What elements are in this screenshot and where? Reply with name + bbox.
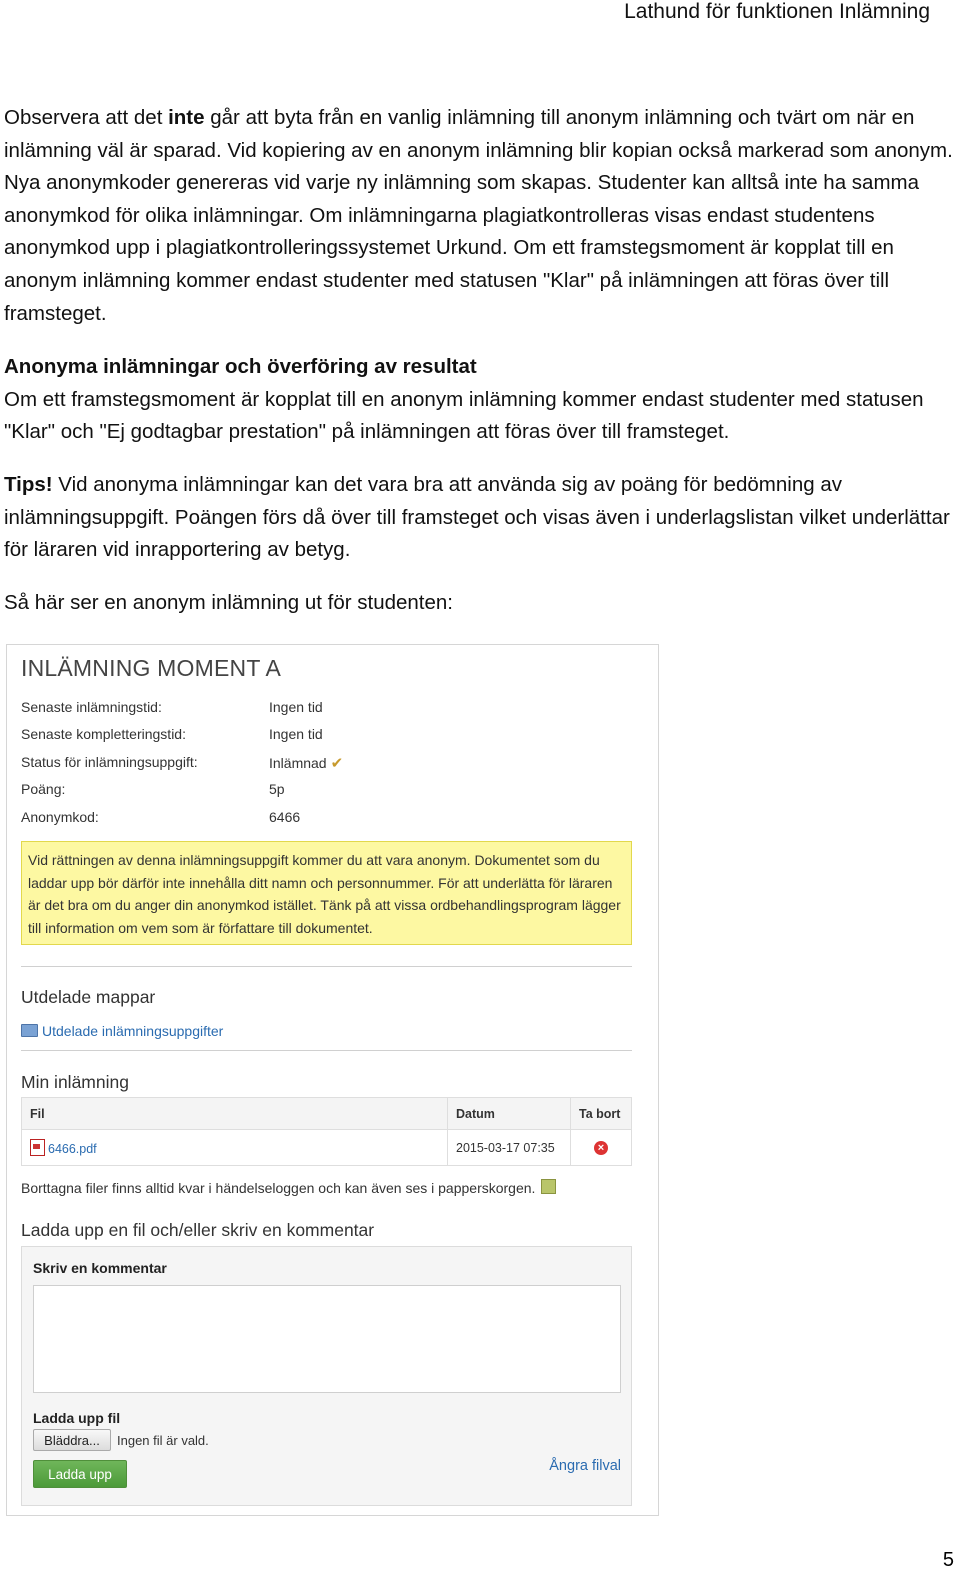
info-value: 6466	[269, 808, 301, 825]
comment-textarea[interactable]	[33, 1285, 621, 1393]
info-value: 5p	[269, 781, 285, 798]
page-header: Lathund för funktionen Inlämning	[624, 0, 930, 23]
tips-label: Tips!	[4, 473, 53, 496]
upload-submit-button[interactable]: Ladda upp	[33, 1460, 127, 1488]
text: Vid anonyma inlämningar kan det vara bra att använda sig av poäng för bedömning av inlämningsuppgift. Poängen förs då över till framsteget och visas även i underlagslistan vilket underlättar för läraren vid inrapportering av betyg.	[4, 473, 950, 562]
trash-note	[21, 1179, 556, 1196]
anonymity-notice: Vid rättningen av denna inlämningsuppgift kommer du att vara anonym. Dokumentet som du laddar upp bör därför inte innehålla ditt namn och personnummer. För att underlätta för läraren är det bra om du anger din anonymkod istället. Tänk på att vissa ordbehandlingsprogram lägger till information om vem som är författare till dokumentet.	[21, 841, 632, 945]
trash-bin-icon[interactable]	[541, 1179, 556, 1194]
submission-title: INLÄMNING MOMENT A	[21, 655, 282, 681]
delete-cell	[571, 1130, 632, 1166]
submission-screenshot	[6, 644, 659, 1516]
column-header-file: Fil	[22, 1098, 448, 1130]
text: Om ett framstegsmoment är kopplat till en anonym inlämning kommer endast studenter med statusen "Klar" och "Ej godtagbar prestation" på inlämningen att föras över till framsteget.	[4, 387, 924, 444]
info-value: Ingen tid	[269, 726, 323, 743]
my-submission-heading: Min inlämning	[21, 1072, 129, 1092]
upload-heading: Ladda upp en fil och/eller skriv en kommentar	[21, 1220, 375, 1240]
shared-folder-link[interactable]	[21, 1023, 223, 1039]
pdf-icon	[30, 1139, 45, 1156]
paragraph-results-transfer	[4, 351, 958, 449]
column-header-delete: Ta bort	[571, 1098, 632, 1130]
table-row	[22, 1130, 632, 1166]
submission-info	[21, 699, 631, 836]
info-row	[21, 699, 631, 726]
file-upload-label: Ladda upp fil	[33, 1410, 121, 1426]
info-label: Senaste inlämningstid:	[21, 699, 162, 715]
divider	[21, 966, 632, 967]
delete-icon[interactable]: ×	[594, 1141, 608, 1155]
emphasis: inte	[168, 106, 205, 129]
undo-file-link[interactable]: Ångra filval	[549, 1458, 621, 1474]
text: går att byta från en vanlig inlämning till anonym inlämning och tvärt om när en inlämning väl är sparad. Vid kopiering av en anonym inlämning blir kopian också markerad som anonym. Nya anonymkoder genereras vid varje ny inlämning som skapas. Studenter kan alltså inte ha samma anonymkod för olika inlämningar. Om inlämningarna plagiatkontrolleras visas endast studentens anonymkod upp i plagiatkontrolleringssystemet Urkund. Om ett framstegsmoment är kopplat till en anonym inlämning kommer endast studenter med statusen "Klar" på inlämningen att föras över till framsteget.	[4, 106, 953, 325]
file-link[interactable]: 6466.pdf	[48, 1142, 97, 1156]
column-header-date: Datum	[448, 1098, 571, 1130]
divider	[21, 1050, 632, 1051]
info-row	[21, 809, 631, 836]
folder-icon	[21, 1024, 38, 1037]
shared-folder-label: Utdelade inlämningsuppgifter	[42, 1023, 224, 1039]
info-label: Poäng:	[21, 781, 66, 798]
no-file-text: Ingen fil är vald.	[117, 1433, 209, 1448]
info-label: Senaste kompletteringstid:	[21, 726, 186, 743]
paragraph-anonymous-info	[4, 102, 958, 330]
paragraph-tips	[4, 469, 958, 567]
info-row	[21, 781, 631, 808]
trash-note-text: Borttagna filer finns alltid kvar i händelseloggen och kan även ses i papperskorgen.	[21, 1180, 536, 1196]
checkmark-icon: ✔	[330, 754, 344, 772]
files-table	[21, 1097, 632, 1166]
info-label: Status för inlämningsuppgift:	[21, 753, 198, 770]
upload-form	[21, 1246, 632, 1506]
page-number: 5	[942, 1549, 954, 1571]
table-header-row	[22, 1098, 632, 1130]
browse-button[interactable]: Bläddra...	[33, 1429, 111, 1451]
info-value: Ingen tid	[269, 699, 323, 715]
info-label: Anonymkod:	[21, 808, 99, 825]
info-row	[21, 726, 631, 753]
shared-folders-heading: Utdelade mappar	[21, 987, 156, 1007]
info-value: Inlämnad	[269, 754, 327, 771]
paragraph-intro-screenshot	[4, 587, 958, 620]
section-heading: Anonyma inlämningar och överföring av resultat	[4, 355, 477, 378]
info-row	[21, 754, 631, 781]
info-value-wrap	[269, 754, 343, 772]
text: Observera att det	[4, 106, 169, 129]
comment-label: Skriv en kommentar	[33, 1260, 167, 1276]
file-cell	[22, 1130, 448, 1166]
text: Så här ser en anonym inlämning ut för studenten:	[4, 591, 453, 614]
date-cell: 2015-03-17 07:35	[448, 1130, 571, 1166]
